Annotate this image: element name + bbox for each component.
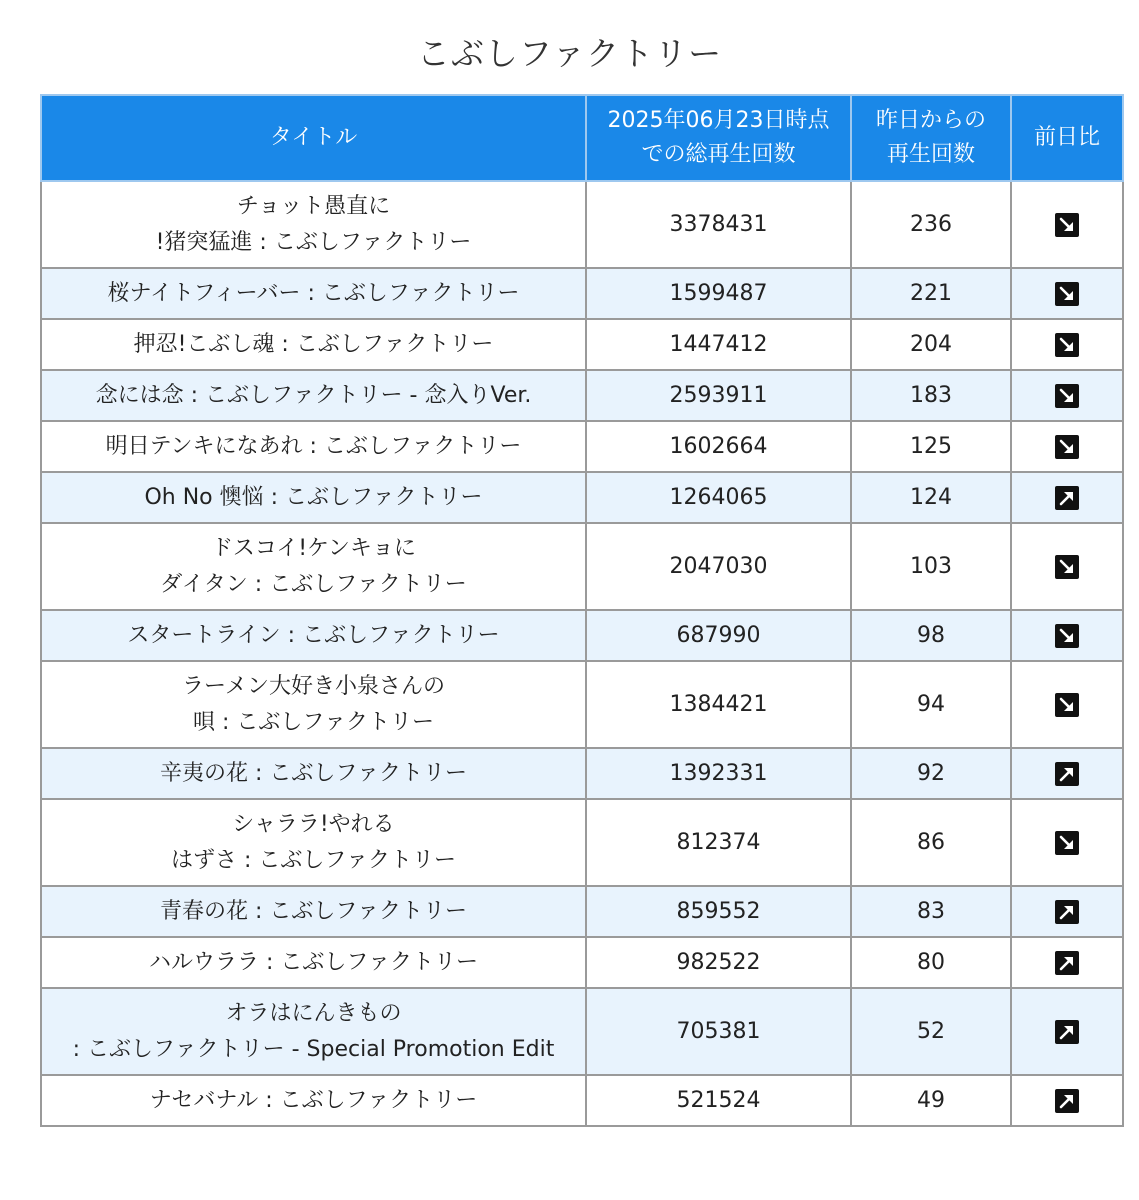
daily-plays: 183 — [851, 370, 1011, 421]
trend-cell — [1011, 661, 1123, 748]
table-row — [41, 748, 1123, 799]
daily-plays: 103 — [851, 523, 1011, 610]
arrow-up-right-icon — [1055, 762, 1079, 786]
arrow-up-right-icon — [1055, 951, 1079, 975]
table-row — [41, 937, 1123, 988]
header-title: タイトル — [41, 95, 586, 181]
total-plays: 2593911 — [586, 370, 851, 421]
trend-cell — [1011, 181, 1123, 268]
arrow-down-right-icon — [1055, 624, 1079, 648]
table-row — [41, 370, 1123, 421]
table-body — [41, 181, 1123, 1126]
daily-plays: 94 — [851, 661, 1011, 748]
arrow-down-right-icon — [1055, 831, 1079, 855]
daily-plays: 236 — [851, 181, 1011, 268]
trend-cell — [1011, 799, 1123, 886]
trend-cell — [1011, 472, 1123, 523]
total-plays: 687990 — [586, 610, 851, 661]
total-plays: 2047030 — [586, 523, 851, 610]
header-row — [41, 95, 1123, 181]
song-title: 明日テンキになあれ : こぶしファクトリー — [41, 421, 586, 472]
table-row — [41, 661, 1123, 748]
total-plays: 812374 — [586, 799, 851, 886]
total-plays: 1599487 — [586, 268, 851, 319]
table-row — [41, 421, 1123, 472]
table-row — [41, 886, 1123, 937]
song-title: 辛夷の花 : こぶしファクトリー — [41, 748, 586, 799]
trend-cell — [1011, 370, 1123, 421]
header-trend: 前日比 — [1011, 95, 1123, 181]
arrow-up-right-icon — [1055, 486, 1079, 510]
page-title: こぶしファクトリー — [416, 34, 723, 73]
total-plays: 1392331 — [586, 748, 851, 799]
song-title: 押忍!こぶし魂 : こぶしファクトリー — [41, 319, 586, 370]
arrow-down-right-icon — [1055, 333, 1079, 357]
arrow-up-right-icon — [1055, 900, 1079, 924]
trend-cell — [1011, 988, 1123, 1075]
arrow-down-right-icon — [1055, 435, 1079, 459]
header-total-plays: 2025年06月23日時点 での総再生回数 — [586, 95, 851, 181]
total-plays: 1264065 — [586, 472, 851, 523]
arrow-down-right-icon — [1055, 555, 1079, 579]
song-title: ハルウララ : こぶしファクトリー — [41, 937, 586, 988]
total-plays: 1384421 — [586, 661, 851, 748]
trend-cell — [1011, 319, 1123, 370]
table-row — [41, 799, 1123, 886]
trend-cell — [1011, 268, 1123, 319]
song-title: シャララ!やれる はずさ : こぶしファクトリー — [41, 799, 586, 886]
daily-plays: 221 — [851, 268, 1011, 319]
daily-plays: 83 — [851, 886, 1011, 937]
song-title: 念には念 : こぶしファクトリー - 念入りVer. — [41, 370, 586, 421]
daily-plays: 125 — [851, 421, 1011, 472]
song-title: ドスコイ!ケンキョに ダイタン : こぶしファクトリー — [41, 523, 586, 610]
song-title: 青春の花 : こぶしファクトリー — [41, 886, 586, 937]
total-plays: 1602664 — [586, 421, 851, 472]
arrow-down-right-icon — [1055, 282, 1079, 306]
table-row — [41, 988, 1123, 1075]
song-title: オラはにんきもの : こぶしファクトリー - Special Promotion Edit — [41, 988, 586, 1075]
table-row — [41, 523, 1123, 610]
daily-plays: 49 — [851, 1075, 1011, 1126]
header-daily-plays: 昨日からの 再生回数 — [851, 95, 1011, 181]
table-row — [41, 181, 1123, 268]
trend-cell — [1011, 748, 1123, 799]
song-title: チョット愚直に !猪突猛進 : こぶしファクトリー — [41, 181, 586, 268]
arrow-down-right-icon — [1055, 213, 1079, 237]
ranking-table — [40, 94, 1124, 1127]
table-header — [41, 95, 1123, 181]
song-title: Oh No 懊悩 : こぶしファクトリー — [41, 472, 586, 523]
daily-plays: 92 — [851, 748, 1011, 799]
total-plays: 705381 — [586, 988, 851, 1075]
trend-cell — [1011, 610, 1123, 661]
total-plays: 982522 — [586, 937, 851, 988]
daily-plays: 204 — [851, 319, 1011, 370]
trend-cell — [1011, 1075, 1123, 1126]
trend-cell — [1011, 886, 1123, 937]
table-row — [41, 610, 1123, 661]
daily-plays: 80 — [851, 937, 1011, 988]
daily-plays: 124 — [851, 472, 1011, 523]
daily-plays: 52 — [851, 988, 1011, 1075]
total-plays: 859552 — [586, 886, 851, 937]
arrow-up-right-icon — [1055, 1089, 1079, 1113]
arrow-down-right-icon — [1055, 384, 1079, 408]
song-title: 桜ナイトフィーバー : こぶしファクトリー — [41, 268, 586, 319]
song-title: ナセバナル : こぶしファクトリー — [41, 1075, 586, 1126]
trend-cell — [1011, 523, 1123, 610]
daily-plays: 98 — [851, 610, 1011, 661]
arrow-up-right-icon — [1055, 1020, 1079, 1044]
total-plays: 521524 — [586, 1075, 851, 1126]
arrow-down-right-icon — [1055, 693, 1079, 717]
daily-plays: 86 — [851, 799, 1011, 886]
table-row — [41, 1075, 1123, 1126]
table-row — [41, 268, 1123, 319]
total-plays: 3378431 — [586, 181, 851, 268]
song-title: ラーメン大好き小泉さんの 唄 : こぶしファクトリー — [41, 661, 586, 748]
total-plays: 1447412 — [586, 319, 851, 370]
song-title: スタートライン : こぶしファクトリー — [41, 610, 586, 661]
trend-cell — [1011, 937, 1123, 988]
trend-cell — [1011, 421, 1123, 472]
table-row — [41, 472, 1123, 523]
table-row — [41, 319, 1123, 370]
